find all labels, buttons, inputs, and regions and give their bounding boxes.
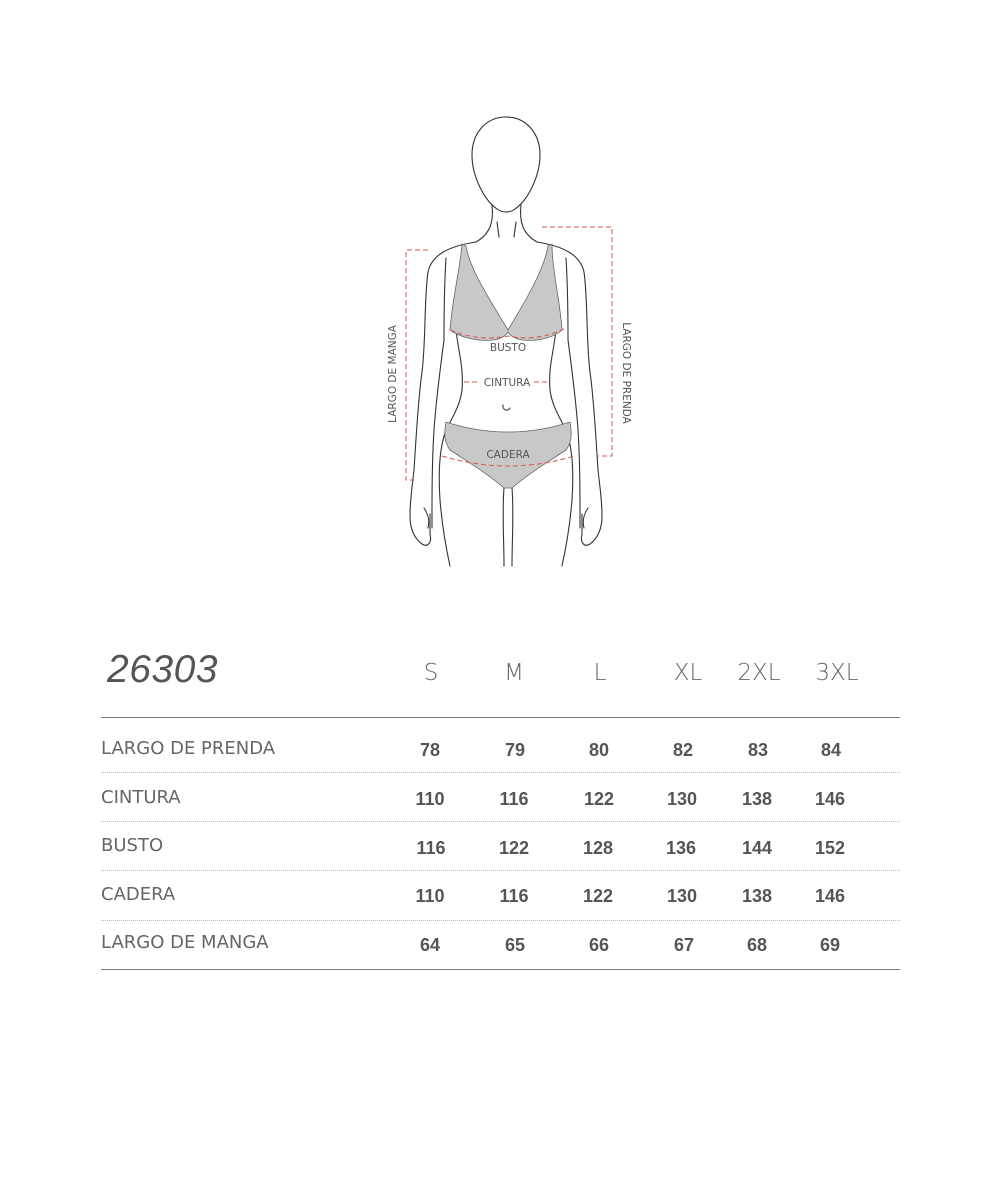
- table-cell: 130: [666, 789, 698, 809]
- row-label: CINTURA: [101, 787, 181, 808]
- table-cell: 130: [666, 886, 698, 906]
- label-largo-de-prenda: LARGO DE PRENDA: [620, 322, 632, 424]
- table-cell: 82: [672, 740, 694, 760]
- table-cell: 64: [419, 935, 441, 955]
- table-cell: 146: [814, 886, 846, 906]
- table-cell: 116: [499, 789, 529, 809]
- table-bottom-rule: [101, 969, 900, 970]
- table-cell: 110: [415, 789, 445, 809]
- size-header-xl: XL: [673, 660, 703, 686]
- table-cell: 69: [819, 935, 841, 955]
- table-cell: 146: [814, 789, 846, 809]
- row-label: BUSTO: [101, 835, 164, 856]
- label-cintura: CINTURA: [483, 377, 531, 389]
- bikini-top: [450, 244, 562, 340]
- table-cell: 152: [814, 838, 846, 858]
- table-cell: 66: [588, 935, 610, 955]
- table-cell: 122: [583, 789, 615, 809]
- table-cell: 68: [746, 935, 768, 955]
- row-divider: [101, 870, 900, 871]
- table-cell: 116: [499, 886, 529, 906]
- table-cell: 65: [504, 935, 526, 955]
- head-outline: [472, 117, 540, 212]
- neck-outline: [476, 205, 492, 242]
- table-cell: 136: [665, 838, 697, 858]
- table-cell: 78: [419, 740, 441, 760]
- table-cell: 110: [415, 886, 445, 906]
- size-header-m: M: [504, 660, 524, 686]
- table-cell: 144: [741, 838, 773, 858]
- table-cell: 122: [582, 886, 614, 906]
- navel: [503, 405, 510, 410]
- table-cell: 84: [820, 740, 842, 760]
- model-code: 26303: [107, 648, 218, 691]
- row-label: LARGO DE PRENDA: [101, 738, 276, 759]
- table-cell: 80: [588, 740, 610, 760]
- row-divider: [101, 821, 900, 822]
- row-divider: [101, 772, 900, 773]
- label-busto: BUSTO: [489, 342, 527, 354]
- size-header-3xl: 3XL: [815, 660, 859, 686]
- largo-manga-measure-line: [406, 250, 428, 480]
- row-divider: [101, 920, 900, 921]
- label-largo-de-manga: LARGO DE MANGA: [387, 325, 399, 423]
- row-label: CADERA: [101, 884, 176, 905]
- table-cell: 116: [416, 838, 446, 858]
- label-cadera: CADERA: [486, 449, 530, 461]
- body-measurement-figure: [0, 0, 1001, 600]
- table-cell: 79: [504, 740, 526, 760]
- size-header-s: S: [423, 660, 439, 686]
- table-cell: 128: [582, 838, 614, 858]
- table-cell: 122: [498, 838, 530, 858]
- table-cell: 138: [741, 886, 773, 906]
- table-header-rule: [101, 717, 900, 718]
- row-label: LARGO DE MANGA: [101, 932, 269, 953]
- size-header-2xl: 2XL: [737, 660, 781, 686]
- table-cell: 138: [741, 789, 773, 809]
- table-cell: 67: [673, 935, 695, 955]
- size-header-l: L: [593, 660, 607, 686]
- table-cell: 83: [747, 740, 769, 760]
